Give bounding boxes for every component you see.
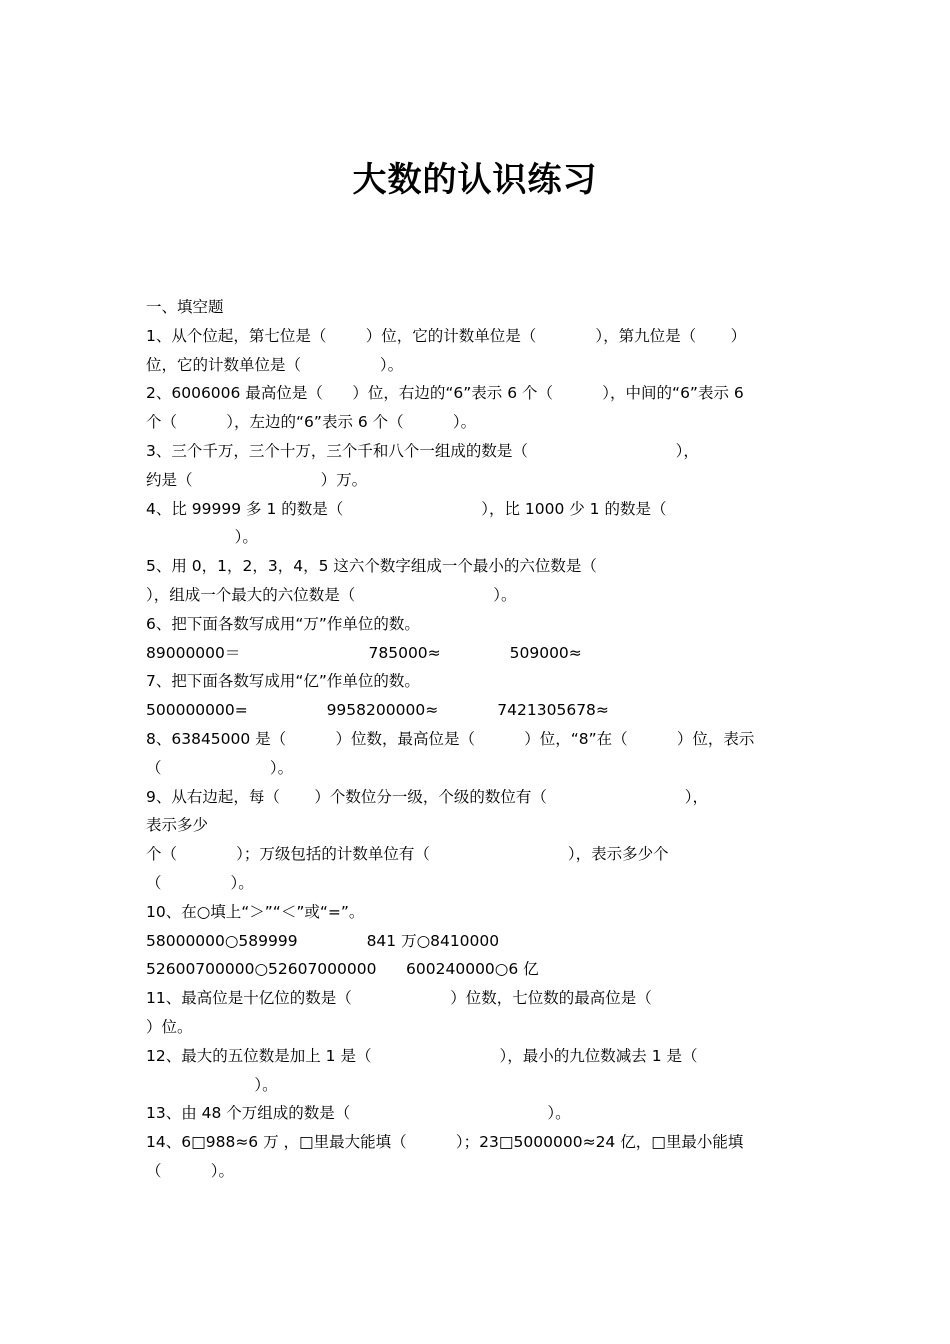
- question-3-line-2: 约是（ ）万。: [146, 470, 368, 489]
- question-13-line-1: 13、由 48 个万组成的数是（ ）。: [146, 1104, 571, 1123]
- question-6-line-2: 89000000＝ 785000≈ 509000≈: [146, 643, 582, 662]
- question-7-line-1: 7、把下面各数写成用“亿”作单位的数。: [146, 672, 420, 691]
- question-1-line-2: 位，它的计数单位是（ ）。: [146, 355, 404, 374]
- question-8-line-2: （ ）。: [146, 758, 294, 777]
- question-11-line-1: 11、最高位是十亿位的数是（ ）位数，七位数的最高位是（: [146, 989, 652, 1008]
- question-1-line-1: 1、从个位起，第七位是（ ）位，它的计数单位是（ ），第九位是（ ）: [146, 326, 747, 345]
- question-4-line-2: ）。: [146, 528, 258, 547]
- question-12-line-1: 12、最大的五位数是加上 1 是（ ），最小的九位数减去 1 是（: [146, 1046, 698, 1065]
- question-2-line-2: 个（ ），左边的“6”表示 6 个（ ）。: [146, 413, 477, 432]
- question-5-line-2: ），组成一个最大的六位数是（ ）。: [146, 585, 517, 604]
- question-10-line-3: 52600700000○52607000000 600240000○6 亿: [146, 960, 539, 979]
- question-12-line-2: ）。: [146, 1075, 278, 1094]
- question-7-line-2: 500000000= 9958200000≈ 7421305678≈: [146, 701, 609, 720]
- question-10-line-1: 10、在○填上“＞”“＜”或“=”。: [146, 902, 365, 921]
- question-5-line-1: 5、用 0，1，2，3，4，5 这六个数字组成一个最小的六位数是（: [146, 557, 597, 576]
- question-9-line-3: 个（ ）；万级包括的计数单位有（ ），表示多少个: [146, 845, 669, 864]
- page-title: 大数的认识练习: [352, 160, 598, 200]
- question-6-line-1: 6、把下面各数写成用“万”作单位的数。: [146, 614, 420, 633]
- question-2-line-1: 2、6006006 最高位是（ ）位，右边的“6”表示 6 个（ ），中间的“6”表示 6: [146, 384, 744, 403]
- question-9-line-1: 9、从右边起，每（ ）个数位分一级，个级的数位有（ ），: [146, 787, 709, 806]
- section-heading: 一、填空题: [146, 298, 224, 316]
- exercise-body: [146, 293, 816, 1186]
- question-10-line-2: 58000000○589999 841 万○8410000: [146, 931, 500, 950]
- question-14-line-2: （ ）。: [146, 1161, 235, 1180]
- question-8-line-1: 8、63845000 是（ ）位数，最高位是（ ）位，“8”在（ ）位，表示: [146, 729, 755, 748]
- question-9-line-4: （ ）。: [146, 873, 254, 892]
- question-3-line-1: 3、三个千万，三个十万，三个千和八个一组成的数是（ ），: [146, 441, 699, 460]
- question-9-line-2: 表示多少: [146, 816, 209, 835]
- question-4-line-1: 4、比 99999 多 1 的数是（ ），比 1000 少 1 的数是（: [146, 499, 667, 518]
- question-14-line-1: 14、6□988≈6 万 ，□里最大能填（ ）；23□5000000≈24 亿，□里最小能填: [146, 1133, 744, 1152]
- question-11-line-2: ）位。: [146, 1017, 193, 1036]
